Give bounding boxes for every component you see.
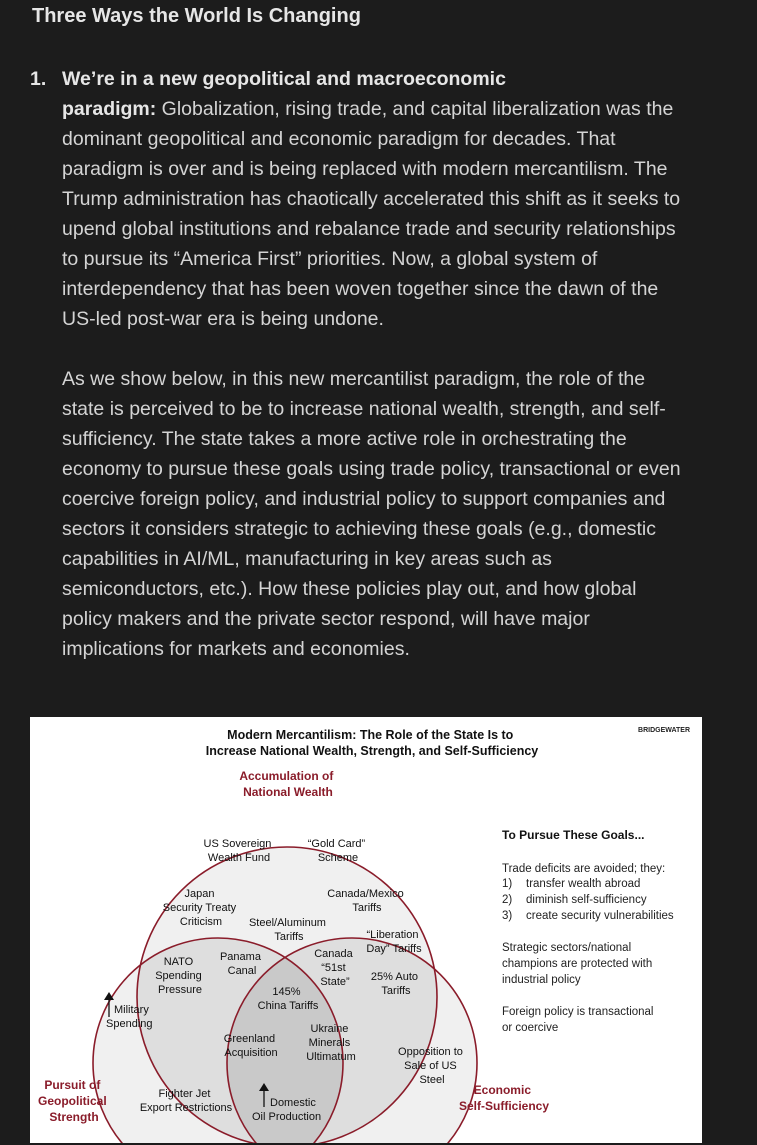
goals-trade-item: 3) create security vulnerabilities bbox=[502, 910, 674, 922]
p1-line: interdependency that has been woven together since the dawn of the bbox=[62, 278, 659, 300]
paragraph-2 bbox=[62, 364, 752, 664]
venn-diagram-figure bbox=[30, 717, 702, 1143]
p2-line: coercive foreign policy, and industrial policy to support companies and bbox=[62, 488, 666, 510]
p1-line-2-text: Globalization, rising trade, and capital liberalization was the bbox=[156, 98, 674, 120]
venn-diagram bbox=[30, 717, 702, 1143]
item-gold-card: “Gold Card” Scheme bbox=[307, 838, 366, 864]
goals-title: To Pursue These Goals... bbox=[502, 828, 645, 842]
figure-title: Modern Mercantilism: The Role of the State Is to Increase National Wealth, Strength, and Self-Sufficiency bbox=[205, 728, 539, 758]
p1-line: paradigm is over and is being replaced with modern mercantilism. The bbox=[62, 158, 668, 180]
p1-line: Trump administration has chaotically accelerated this shift as it seeks to bbox=[62, 188, 681, 210]
p2-line: sectors it considers strategic to achieving these goals (e.g., domestic bbox=[62, 518, 656, 540]
svg-text:Domestic Oil Productio: Domestic Oil Production bbox=[252, 1097, 322, 1123]
item-nato: NATO Spending Pressure bbox=[155, 956, 203, 996]
svg-text:Military Spending: Military Spending bbox=[106, 1004, 153, 1030]
p1-line: to pursue its “America First” priorities. Now, a global system of bbox=[62, 248, 598, 270]
p2-line: semiconductors, etc.). How these policies play out, and how global bbox=[62, 578, 637, 600]
p2-line: state is perceived to be to increase national wealth, strength, and self- bbox=[62, 398, 666, 420]
item-china-tariffs: 145% China Tariffs bbox=[257, 986, 319, 1012]
goals-trade-intro: Trade deficits are avoided; they: bbox=[502, 863, 666, 875]
p2-line: economy to pursue these goals using trade policy, transactional or even bbox=[62, 458, 681, 480]
bold-lead-line-2: paradigm: bbox=[62, 98, 157, 120]
p2-line: As we show below, in this new mercantilist paradigm, the role of the bbox=[62, 368, 646, 390]
goals-foreign-policy: Foreign policy is transactional or coercive bbox=[502, 1006, 654, 1034]
bold-lead-line-1: We’re in a new geopolitical and macroeconomic bbox=[62, 68, 506, 90]
item-canada-mexico: Canada/Mexico Tariffs bbox=[327, 888, 404, 914]
brand-logo: BRIDGEWATER bbox=[638, 727, 690, 734]
item-panama: Panama Canal bbox=[219, 951, 261, 977]
paragraph-1 bbox=[62, 64, 752, 334]
item-us-swf: US Sovereign Wealth Fund bbox=[203, 838, 272, 864]
item-greenland: Greenland Acquisition bbox=[223, 1033, 278, 1059]
list-number: 1. bbox=[30, 68, 47, 90]
goals-strategic: Strategic sectors/national champions are protected with industrial policy bbox=[502, 942, 653, 986]
item-fighter-jet: Fighter Jet Export Restrictions bbox=[139, 1088, 233, 1114]
item-liberation-day: “Liberation Day” Tariffs bbox=[366, 929, 422, 955]
label-strength: Pursuit of Geopolitical Strength bbox=[37, 1078, 107, 1124]
goals-trade-item: 2) diminish self-sufficiency bbox=[502, 894, 647, 906]
section-heading: Three Ways the World Is Changing bbox=[32, 5, 361, 27]
item-japan: Japan Security Treaty Criticism bbox=[162, 888, 237, 928]
p2-line: sufficiency. The state takes a more active role in orchestrating the bbox=[62, 428, 627, 450]
label-sufficiency: Economic Self-Sufficiency bbox=[458, 1083, 550, 1113]
p1-line: upend global institutions and rebalance trade and security relationships bbox=[62, 218, 676, 240]
label-wealth: Accumulation of National Wealth bbox=[239, 769, 334, 799]
item-steel-aluminum: Steel/Aluminum Tariffs bbox=[248, 917, 326, 943]
p2-line: implications for markets and economies. bbox=[62, 638, 410, 660]
p2-line: policy makers and the private sector respond, will have major bbox=[62, 608, 590, 630]
item-ukraine: Ukraine Minerals Ultimatum bbox=[306, 1023, 356, 1063]
goals-trade-item: 1) transfer wealth abroad bbox=[502, 878, 641, 890]
item-auto-tariffs: 25% Auto Tariffs bbox=[370, 971, 419, 997]
p2-line: capabilities in AI/ML, manufacturing in key areas such as bbox=[62, 548, 552, 570]
item-canada-51st: Canada “51st State” bbox=[314, 948, 353, 988]
p1-line: US-led post-war era is being undone. bbox=[62, 308, 384, 330]
p1-line: dominant geopolitical and economic paradigm for decades. That bbox=[62, 128, 616, 150]
item-opposition-steel: Opposition to Sale of US Steel bbox=[398, 1046, 463, 1086]
